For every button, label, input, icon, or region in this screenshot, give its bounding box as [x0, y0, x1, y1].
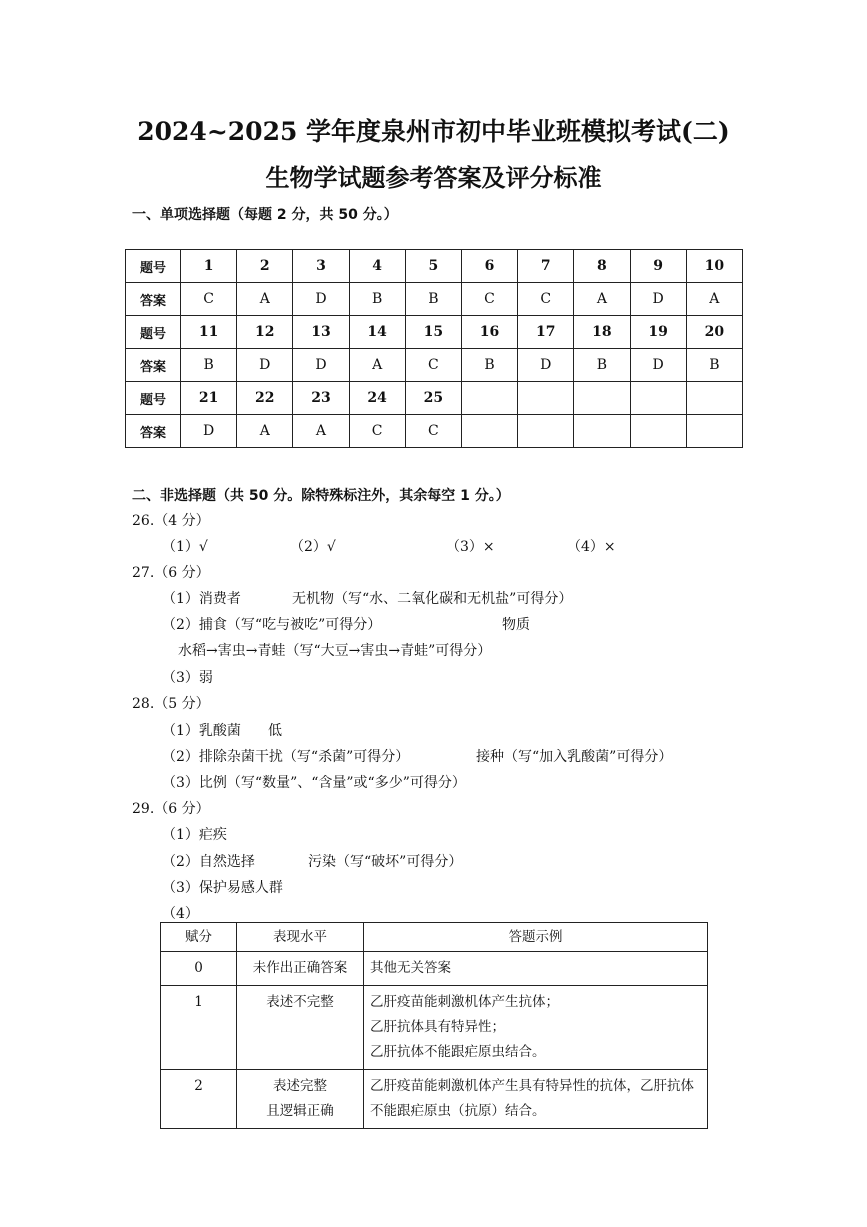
answer-27-1a: （1）消费者: [162, 591, 241, 607]
row-label-question: 题号: [126, 250, 181, 283]
answer-cell: D: [293, 283, 349, 316]
answer-27-2a: （2）捕食（写“吃与被吃”可得分）: [162, 617, 382, 633]
question-number-cell: 9: [630, 250, 686, 283]
answer-table: [125, 249, 743, 448]
answer-cell: C: [518, 283, 574, 316]
scoring-rubric-table: [160, 922, 708, 1129]
document-subtitle: 生物学试题参考答案及评分标准: [265, 164, 602, 192]
answer-26-1: （1）√: [162, 539, 208, 555]
rubric-row: [161, 1070, 708, 1129]
answer-26-2: （2）√: [290, 539, 336, 555]
question-number-cell: [686, 382, 742, 415]
question-number-cell: 17: [518, 316, 574, 349]
answer-27-3: （3）弱: [162, 670, 213, 686]
document-title: 2024~2025 学年度泉州市初中毕业班模拟考试(二): [137, 117, 730, 146]
question-number-cell: [518, 382, 574, 415]
rubric-row: [161, 986, 708, 1070]
question-number-cell: 16: [461, 316, 517, 349]
question-number-cell: 23: [293, 382, 349, 415]
answer-27-2c: 水稻→害虫→青蛙（写“大豆→害虫→青蛙”可得分）: [178, 643, 492, 659]
section-heading-mcq: 一、单项选择题（每题 2 分，共 50 分。）: [132, 207, 398, 223]
answer-27-1b: 无机物（写“水、二氧化碳和无机盐”可得分）: [292, 591, 573, 607]
rubric-example: [364, 952, 708, 986]
answer-28-1b: 低: [268, 723, 282, 739]
question-number-cell: [630, 382, 686, 415]
answer-26-3: （3）×: [446, 539, 495, 555]
answer-row: [126, 283, 743, 316]
question-number-cell: [574, 382, 630, 415]
answer-cell: B: [349, 283, 405, 316]
rubric-level: 未作出正确答案: [237, 952, 364, 986]
rubric-header-row: [161, 923, 708, 952]
rubric-example-line: 乙肝抗体不能跟疟原虫结合。: [370, 1044, 546, 1060]
answer-cell: A: [237, 415, 293, 448]
answer-cell: A: [349, 349, 405, 382]
row-label-question: 题号: [126, 316, 181, 349]
question-number-cell: 1: [181, 250, 237, 283]
question-number-cell: 21: [181, 382, 237, 415]
question-number-row: [126, 382, 743, 415]
question-number-cell: 7: [518, 250, 574, 283]
answer-cell: A: [574, 283, 630, 316]
rubric-level: 表述完整 且逻辑正确: [237, 1070, 364, 1129]
row-label-answer: 答案: [126, 415, 181, 448]
answer-cell: C: [349, 415, 405, 448]
answer-28-3: （3）比例（写“数量”、“含量”或“多少”可得分）: [162, 775, 466, 791]
answer-cell: B: [405, 283, 461, 316]
rubric-score: 1: [161, 986, 237, 1070]
answer-28-2b: 接种（写“加入乳酸菌”可得分）: [476, 749, 673, 765]
rubric-example-line: 乙肝疫苗能刺激机体产生具有特异性的抗体，乙肝抗体不能跟疟原虫（抗原）结合。: [370, 1078, 694, 1119]
question-number-cell: 5: [405, 250, 461, 283]
answer-cell: B: [181, 349, 237, 382]
question-number-cell: 25: [405, 382, 461, 415]
question-number-cell: 15: [405, 316, 461, 349]
answer-cell: D: [630, 283, 686, 316]
question-27-header: 27.（6 分）: [132, 565, 210, 581]
question-number-cell: 20: [686, 316, 742, 349]
answer-cell: D: [181, 415, 237, 448]
row-label-answer: 答案: [126, 349, 181, 382]
rubric-score: 2: [161, 1070, 237, 1129]
question-number-row: [126, 250, 743, 283]
rubric-header-level: 表现水平: [237, 923, 364, 952]
answer-cell: B: [686, 349, 742, 382]
question-number-cell: 12: [237, 316, 293, 349]
answer-cell: C: [181, 283, 237, 316]
question-number-cell: 22: [237, 382, 293, 415]
rubric-example-line: 其他无关答案: [370, 960, 451, 976]
answer-cell: A: [686, 283, 742, 316]
question-number-cell: 13: [293, 316, 349, 349]
section-heading-open: 二、非选择题（共 50 分。除特殊标注外，其余每空 1 分。）: [132, 488, 510, 504]
rubric-level: 表述不完整: [237, 986, 364, 1070]
question-number-cell: 14: [349, 316, 405, 349]
row-label-answer: 答案: [126, 283, 181, 316]
answer-cell: C: [405, 349, 461, 382]
question-28-header: 28.（5 分）: [132, 696, 210, 712]
row-label-question: 题号: [126, 382, 181, 415]
rubric-example: [364, 986, 708, 1070]
answer-28-2a: （2）排除杂菌干扰（写“杀菌”可得分）: [162, 749, 410, 765]
answer-27-2b: 物质: [502, 617, 530, 633]
answer-cell: B: [574, 349, 630, 382]
answer-28-1a: （1）乳酸菌: [162, 723, 241, 739]
answer-29-1: （1）疟疾: [162, 827, 227, 843]
question-29-header: 29.（6 分）: [132, 801, 210, 817]
question-number-cell: 24: [349, 382, 405, 415]
question-number-cell: 19: [630, 316, 686, 349]
question-number-row: [126, 316, 743, 349]
answer-cell: D: [630, 349, 686, 382]
question-number-cell: 2: [237, 250, 293, 283]
answer-26-4: （4）×: [567, 539, 616, 555]
question-number-cell: 11: [181, 316, 237, 349]
answer-cell: [630, 415, 686, 448]
rubric-example-line: 乙肝疫苗能刺激机体产生抗体；: [370, 994, 559, 1010]
answer-29-3: （3）保护易感人群: [162, 880, 283, 896]
answer-cell: A: [237, 283, 293, 316]
answer-cell: D: [293, 349, 349, 382]
rubric-example: [364, 1070, 708, 1129]
answer-cell: A: [293, 415, 349, 448]
rubric-header-score: 赋分: [161, 923, 237, 952]
answer-cell: [461, 415, 517, 448]
rubric-example-line: 乙肝抗体具有特异性；: [370, 1019, 505, 1035]
question-number-cell: 18: [574, 316, 630, 349]
answer-29-4: （4）: [162, 906, 199, 922]
answer-cell: C: [461, 283, 517, 316]
answer-cell: [518, 415, 574, 448]
answer-cell: D: [518, 349, 574, 382]
question-number-cell: 3: [293, 250, 349, 283]
answer-cell: [574, 415, 630, 448]
answer-cell: [686, 415, 742, 448]
rubric-row: [161, 952, 708, 986]
answer-cell: D: [237, 349, 293, 382]
question-number-cell: 8: [574, 250, 630, 283]
question-number-cell: 4: [349, 250, 405, 283]
answer-cell: C: [405, 415, 461, 448]
answer-row: [126, 415, 743, 448]
answer-row: [126, 349, 743, 382]
answer-29-2b: 污染（写“破坏”可得分）: [308, 854, 463, 870]
rubric-score: 0: [161, 952, 237, 986]
question-number-cell: 6: [461, 250, 517, 283]
answer-29-2a: （2）自然选择: [162, 854, 255, 870]
rubric-header-example: 答题示例: [364, 923, 708, 952]
question-number-cell: 10: [686, 250, 742, 283]
question-number-cell: [461, 382, 517, 415]
answer-cell: B: [461, 349, 517, 382]
question-26-header: 26.（4 分）: [132, 513, 210, 529]
